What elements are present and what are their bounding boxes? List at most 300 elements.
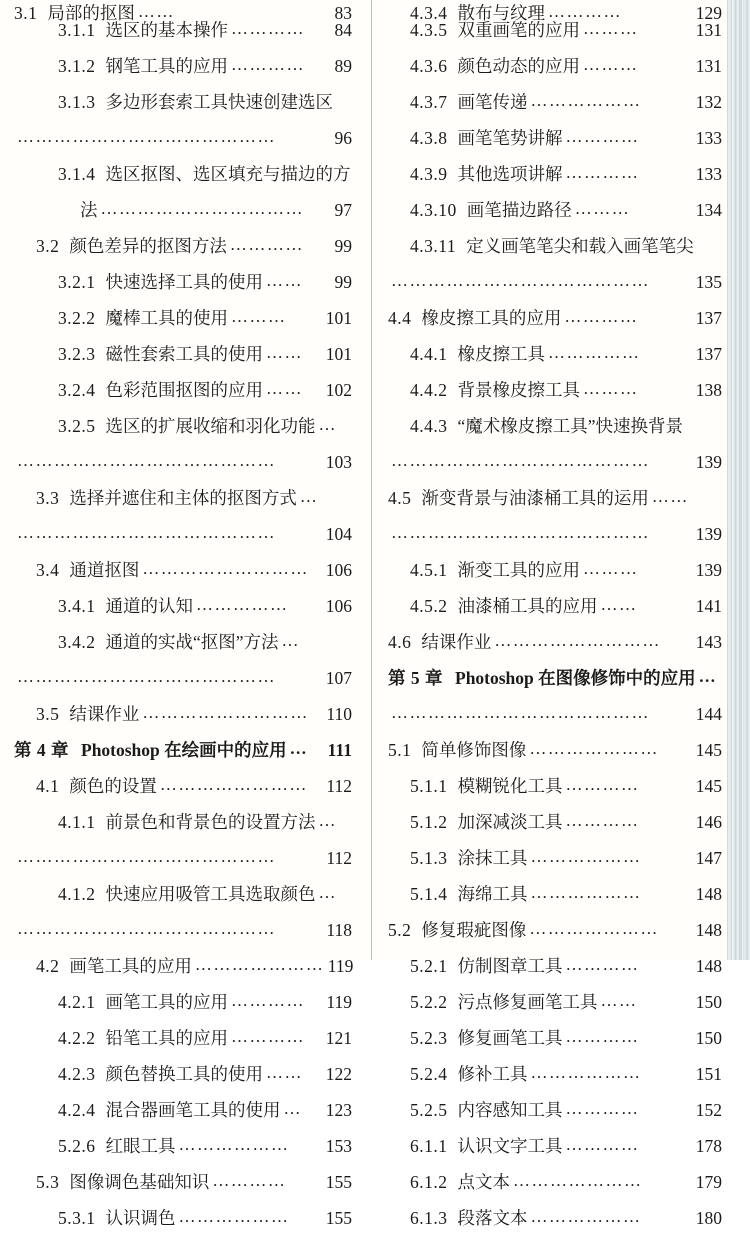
entry-page: 119 [327,956,354,976]
leader-dots: ……… [574,199,631,218]
entry-page: 137 [695,308,722,328]
toc-entry [14,955,354,994]
leader-dots: …………………………………… [17,847,276,866]
toc-entry [388,1171,722,1210]
entry-title: 认识文字工具 [457,1136,563,1156]
toc-chapter-entry [14,739,352,778]
entry-title: 修补工具 [457,1064,528,1084]
entry-number: 4.3.8 [410,128,448,148]
chapter-title: Photoshop 在绘画中的应用 [81,740,287,760]
entry-number: 3.1.3 [58,92,96,112]
entry-page: 119 [326,992,352,1012]
entry-title: 双重画笔的应用 [457,20,580,40]
entry-number: 4.1 [36,776,60,796]
leader-dots: ……… [583,379,639,398]
entry-page: 134 [695,200,722,220]
entry-number: 4.3.6 [410,56,448,76]
entry-title: 铅笔工具的应用 [105,1028,228,1048]
leader-dots: ………… [565,775,640,794]
chapter-number: 第 5 章 [388,668,443,688]
entry-page: 141 [695,596,722,616]
entry-page: 180 [695,1208,722,1228]
leader-dots: …… [137,2,175,21]
toc-entry [388,559,722,598]
toc-entry [388,307,722,346]
toc-entry [388,1135,722,1174]
toc-entry [14,1207,352,1246]
leader-dots: ………… [231,1027,305,1046]
entry-number: 3.2.5 [58,416,96,436]
leader-dots: …………… [548,343,641,362]
toc-entry [388,343,722,382]
leader-dots: ………… [565,1027,640,1046]
entry-page: 145 [695,776,722,796]
toc-entry-continuation [14,451,352,490]
clipped-entry-row [388,0,722,22]
toc-entry [388,1099,722,1138]
toc-entry [14,55,352,94]
toc-entry [388,91,722,130]
entry-page: 152 [695,1100,722,1120]
leader-dots: ……………………… [494,631,661,650]
entry-title: 选区抠图、选区填充与描边的方 [105,164,351,184]
entry-page: 106 [325,596,352,616]
leader-dots: ………… [229,235,304,254]
entry-page: 145 [695,740,722,760]
entry-number: 4.6 [388,632,412,652]
entry-number: 4.2.1 [58,992,96,1012]
entry-title: 仿制图章工具 [457,956,563,976]
leader-dots: … [281,631,301,650]
entry-number: 4.3.9 [410,164,448,184]
entry-number: 3.5 [36,704,60,724]
entry-title: 颜色的设置 [69,776,157,796]
entry-number: 5.2 [388,920,412,940]
entry-number: 6.1.2 [410,1172,448,1192]
entry-page: 101 [325,308,352,328]
leader-dots: ……………… [178,1135,290,1154]
leader-dots: … [289,739,309,758]
toc-entry [388,739,722,778]
entry-number: 6.1.1 [410,1136,448,1156]
toc-entry [14,1135,352,1174]
leader-dots: …………………… [159,775,308,794]
entry-title: 涂抹工具 [457,848,528,868]
entry-number: 5.2.2 [410,992,448,1012]
toc-entry [14,94,352,130]
entry-page: 107 [325,668,352,688]
entry-number: 4.4.3 [410,416,448,436]
leader-dots: ……………… [530,1207,642,1226]
entry-title: 油漆桶工具的应用 [457,596,598,616]
toc-right-column [364,0,728,1228]
toc-entry-continuation [388,703,722,742]
entry-title: 海绵工具 [457,884,528,904]
leader-dots: ……… [583,55,639,74]
leader-dots: ………… [565,163,640,182]
entry-number: 5.2.4 [410,1064,448,1084]
leader-dots: …………………………………… [391,451,650,470]
entry-number: 4.1.1 [58,812,96,832]
toc-entry [14,703,352,742]
leader-dots: …………… [196,595,289,614]
toc-entry [14,1171,352,1210]
leader-dots: ………………… [513,1171,643,1190]
entry-number: 4.2 [36,956,60,976]
toc-entry-wrap [14,199,352,238]
entry-title: 简单修饰图像 [421,740,527,760]
entry-title: 快速应用吸管工具选取颜色 [105,884,316,904]
entry-title: 定义画笔笔尖和载入画笔笔尖 [466,236,694,256]
entry-title: 背景橡皮擦工具 [457,380,580,400]
leader-dots: …… [266,379,303,398]
leader-dots: ………… [565,811,640,830]
toc-entry [388,883,722,922]
entry-number: 4.2.2 [58,1028,96,1048]
entry-title: 修复瑕疵图像 [421,920,527,940]
entry-page: 121 [325,1028,352,1048]
entry-title: 画笔描边路径 [466,200,572,220]
chapter-title: Photoshop 在图像修饰中的应用 [455,668,696,688]
entry-page: 147 [695,848,722,868]
leader-dots: ………………… [194,955,325,974]
entry-page: 139 [695,452,722,472]
toc-entry [388,238,722,274]
entry-page: 137 [695,344,722,364]
entry-number: 6.1.3 [410,1208,448,1228]
entry-title: 结课作业 [69,704,140,724]
entry-page: 110 [326,704,352,724]
entry-number: 5.2.6 [58,1136,96,1156]
toc-entry [14,166,352,202]
entry-page: 131 [695,56,722,76]
toc-entry [388,811,722,850]
entry-title: 颜色替换工具的使用 [105,1064,263,1084]
entry-page: 104 [325,524,352,544]
leader-dots: …………………………… [100,199,304,218]
entry-number: 5.2.3 [410,1028,448,1048]
entry-page: 129 [695,2,722,23]
entry-title: 通道抠图 [69,560,140,580]
toc-entry [388,163,722,202]
toc-entry [388,379,722,418]
entry-number: 4.3.4 [410,2,448,23]
entry-title: 选区的基本操作 [105,20,228,40]
entry-number: 4.3.5 [410,20,448,40]
toc-entry [14,415,352,454]
leader-dots: ………… [565,955,640,974]
entry-title: 其他选项讲解 [457,164,563,184]
toc-entry [14,307,352,346]
entry-title: 结课作业 [421,632,492,652]
entry-page: 155 [325,1208,352,1228]
chapter-number: 第 4 章 [14,740,69,760]
entry-number: 4.5.2 [410,596,448,616]
toc-entry [14,811,352,850]
leader-dots: …… [266,1063,303,1082]
toc-entry [388,847,722,886]
entry-page: 179 [695,1172,722,1192]
leader-dots: … [283,1099,302,1118]
toc-entry-continuation [14,667,352,706]
leader-dots: …………………………………… [17,523,276,542]
entry-title: 污点修复画笔工具 [457,992,598,1012]
leader-dots: …… [600,595,638,614]
entry-number: 3.3 [36,488,60,508]
entry-number: 5.1 [388,740,412,760]
leader-dots: …… [266,343,303,362]
leader-dots: ………… [564,307,639,326]
entry-title: 橡皮擦工具的应用 [421,308,562,328]
entry-number: 4.4.2 [410,380,448,400]
toc-entry-continuation [14,127,352,166]
toc-entry [14,631,352,670]
entry-page: 153 [325,1136,352,1156]
entry-page: 178 [695,1136,722,1156]
entry-page: 101 [325,344,352,364]
entry-title: 段落文本 [457,1208,528,1228]
entry-page: 123 [325,1100,352,1120]
leader-dots: ……………… [530,91,642,110]
entry-number: 3.2.1 [58,272,96,292]
leader-dots: ………… [565,1099,640,1118]
entry-number: 4.1.2 [58,884,96,904]
toc-entry-continuation [14,523,352,562]
entry-page: 83 [334,2,352,23]
entry-number: 3.1 [14,2,38,23]
entry-title: 前景色和背景色的设置方法 [105,812,316,832]
entry-page: 144 [695,704,722,724]
toc-entry [388,955,722,994]
toc-entry [388,919,722,958]
toc-entry [14,559,352,598]
leader-dots: ……………… [530,847,642,866]
leader-dots: ……………………… [142,703,309,722]
leader-dots: ………………… [529,919,659,938]
toc-entry [14,883,352,922]
leader-dots: ………… [565,127,640,146]
leader-dots: …………………………………… [17,127,276,146]
toc-entry [14,595,352,634]
entry-title: 画笔传递 [457,92,528,112]
entry-number: 4.2.4 [58,1100,96,1120]
entry-page: 102 [325,380,352,400]
toc-entry [14,991,352,1030]
leader-dots: ……………………… [142,559,309,578]
entry-number: 5.1.3 [410,848,448,868]
entry-number: 4.3.7 [410,92,448,112]
entry-number: 3.4 [36,560,60,580]
entry-title: 加深减淡工具 [457,812,563,832]
entry-title: 点文本 [457,1172,510,1192]
entry-title: 磁性套索工具的使用 [105,344,263,364]
leader-dots: … [698,667,718,686]
entry-number: 5.3.1 [58,1208,96,1228]
entry-title: 模糊锐化工具 [457,776,563,796]
entry-number: 3.1.4 [58,164,96,184]
entry-title: 颜色差异的抠图方法 [69,236,227,256]
entry-page: 122 [325,1064,352,1084]
entry-title: 法 [80,200,98,220]
entry-number: 5.1.2 [410,812,448,832]
entry-page: 151 [695,1064,722,1084]
leader-dots: …… [651,487,689,506]
toc-entry [14,271,352,310]
entry-page: 150 [695,992,722,1012]
entry-page: 84 [334,20,352,40]
toc-entry [388,199,722,238]
toc-entry [14,1099,352,1138]
leader-dots: … [318,415,337,434]
entry-page: 139 [695,524,722,544]
toc-entry [14,1063,352,1102]
entry-number: 4.4.1 [410,344,448,364]
entry-page: 131 [695,20,722,40]
entry-page: 133 [695,164,722,184]
toc-entry [14,235,352,274]
entry-title: 认识调色 [105,1208,176,1228]
toc-entry [388,127,722,166]
entry-number: 3.1.1 [58,20,96,40]
entry-title: 局部的抠图 [47,2,135,23]
leader-dots: …………………………………… [391,271,650,290]
entry-page: 150 [695,1028,722,1048]
entry-number: 5.1.4 [410,884,448,904]
leader-dots: ………… [548,2,622,21]
entry-page: 148 [695,920,722,940]
toc-entry [14,343,352,382]
toc-entry [388,1063,722,1102]
leader-dots: …………………………………… [17,667,276,686]
entry-title: “魔术橡皮擦工具”快速换背景 [457,416,684,436]
entry-page: 103 [325,452,352,472]
entry-page: 135 [695,272,722,292]
entry-title: 选择并遮住和主体的抠图方式 [69,488,297,508]
leader-dots: …… [266,271,303,290]
toc-entry [388,55,722,94]
entry-title: 画笔工具的应用 [105,992,228,1012]
entry-title: 快速选择工具的使用 [105,272,263,292]
leader-dots: ……………… [530,1063,642,1082]
leader-dots: ………… [231,55,305,74]
entry-number: 3.4.1 [58,596,96,616]
toc-entry [388,991,722,1030]
entry-number: 5.2.5 [410,1100,448,1120]
leader-dots: …… [600,991,638,1010]
toc-entry [14,379,352,418]
entry-number: 3.1.2 [58,56,96,76]
entry-page: 112 [326,848,352,868]
toc-entry [388,418,722,454]
entry-title: 橡皮擦工具 [457,344,545,364]
entry-page: 146 [695,812,722,832]
leader-dots: …………………………………… [391,523,650,542]
leader-dots: ……… [583,559,639,578]
toc-entry [388,1207,722,1246]
toc-left-column [0,0,364,1228]
entry-number: 4.5.1 [410,560,448,580]
entry-page: 132 [695,92,722,112]
toc-entry [14,19,352,58]
entry-number: 3.2 [36,236,60,256]
toc-entry-continuation [14,919,352,958]
leader-dots: ………… [231,991,305,1010]
entry-title: 钢笔工具的应用 [105,56,228,76]
leader-dots: … [318,811,337,830]
leader-dots: ………… [231,19,305,38]
entry-page: 97 [334,200,352,220]
toc-entry [388,487,722,526]
toc-entry-continuation [388,451,722,490]
leader-dots: ………… [565,1135,640,1154]
leader-dots: … [299,487,319,506]
entry-number: 5.3 [36,1172,60,1192]
leader-dots: … [318,883,337,902]
toc-chapter-entry [388,667,722,706]
entry-title: 通道的认知 [105,596,193,616]
entry-page: 133 [695,128,722,148]
entry-title: 散布与纹理 [457,2,545,23]
entry-page: 111 [327,740,352,760]
entry-title: 红眼工具 [105,1136,176,1156]
leader-dots: ……… [583,19,639,38]
entry-title: 多边形套索工具快速创建选区 [105,92,333,112]
entry-number: 5.1.1 [410,776,448,796]
toc-entry-continuation [14,847,352,886]
entry-title: 图像调色基础知识 [69,1172,210,1192]
entry-page: 143 [695,632,722,652]
leader-dots: ………………… [529,739,659,758]
entry-number: 4.3.10 [410,200,457,220]
toc-entry [388,775,722,814]
entry-number: 4.2.3 [58,1064,96,1084]
entry-number: 4.4 [388,308,412,328]
entry-page: 155 [325,1172,352,1192]
entry-number: 3.2.3 [58,344,96,364]
entry-page: 138 [695,380,722,400]
leader-dots: …………………………………… [391,703,650,722]
entry-page: 106 [325,560,352,580]
leader-dots: ……………… [178,1207,290,1226]
entry-page: 96 [334,128,352,148]
entry-title: 通道的实战“抠图”方法 [105,632,279,652]
toc-entry [388,0,722,22]
entry-page: 99 [334,236,352,256]
entry-page: 89 [334,56,352,76]
toc-entry-continuation [388,271,722,310]
toc-entry [388,1027,722,1066]
toc-entry [14,1027,352,1066]
toc-entry-continuation [388,523,722,562]
page-edge-decoration [727,0,750,960]
entry-title: 画笔工具的应用 [69,956,192,976]
toc-entry [388,19,722,58]
entry-number: 3.2.2 [58,308,96,328]
entry-page: 148 [695,956,722,976]
entry-number: 4.3.11 [410,236,457,256]
entry-title: 色彩范围抠图的应用 [105,380,263,400]
leader-dots: …………………………………… [17,451,276,470]
toc-entry [14,487,352,526]
entry-number: 3.2.4 [58,380,96,400]
entry-page: 148 [695,884,722,904]
entry-page: 112 [326,776,352,796]
entry-title: 修复画笔工具 [457,1028,563,1048]
toc-entry [14,775,352,814]
entry-title: 渐变背景与油漆桶工具的运用 [421,488,649,508]
toc-entry [388,631,722,670]
entry-page: 139 [695,560,722,580]
